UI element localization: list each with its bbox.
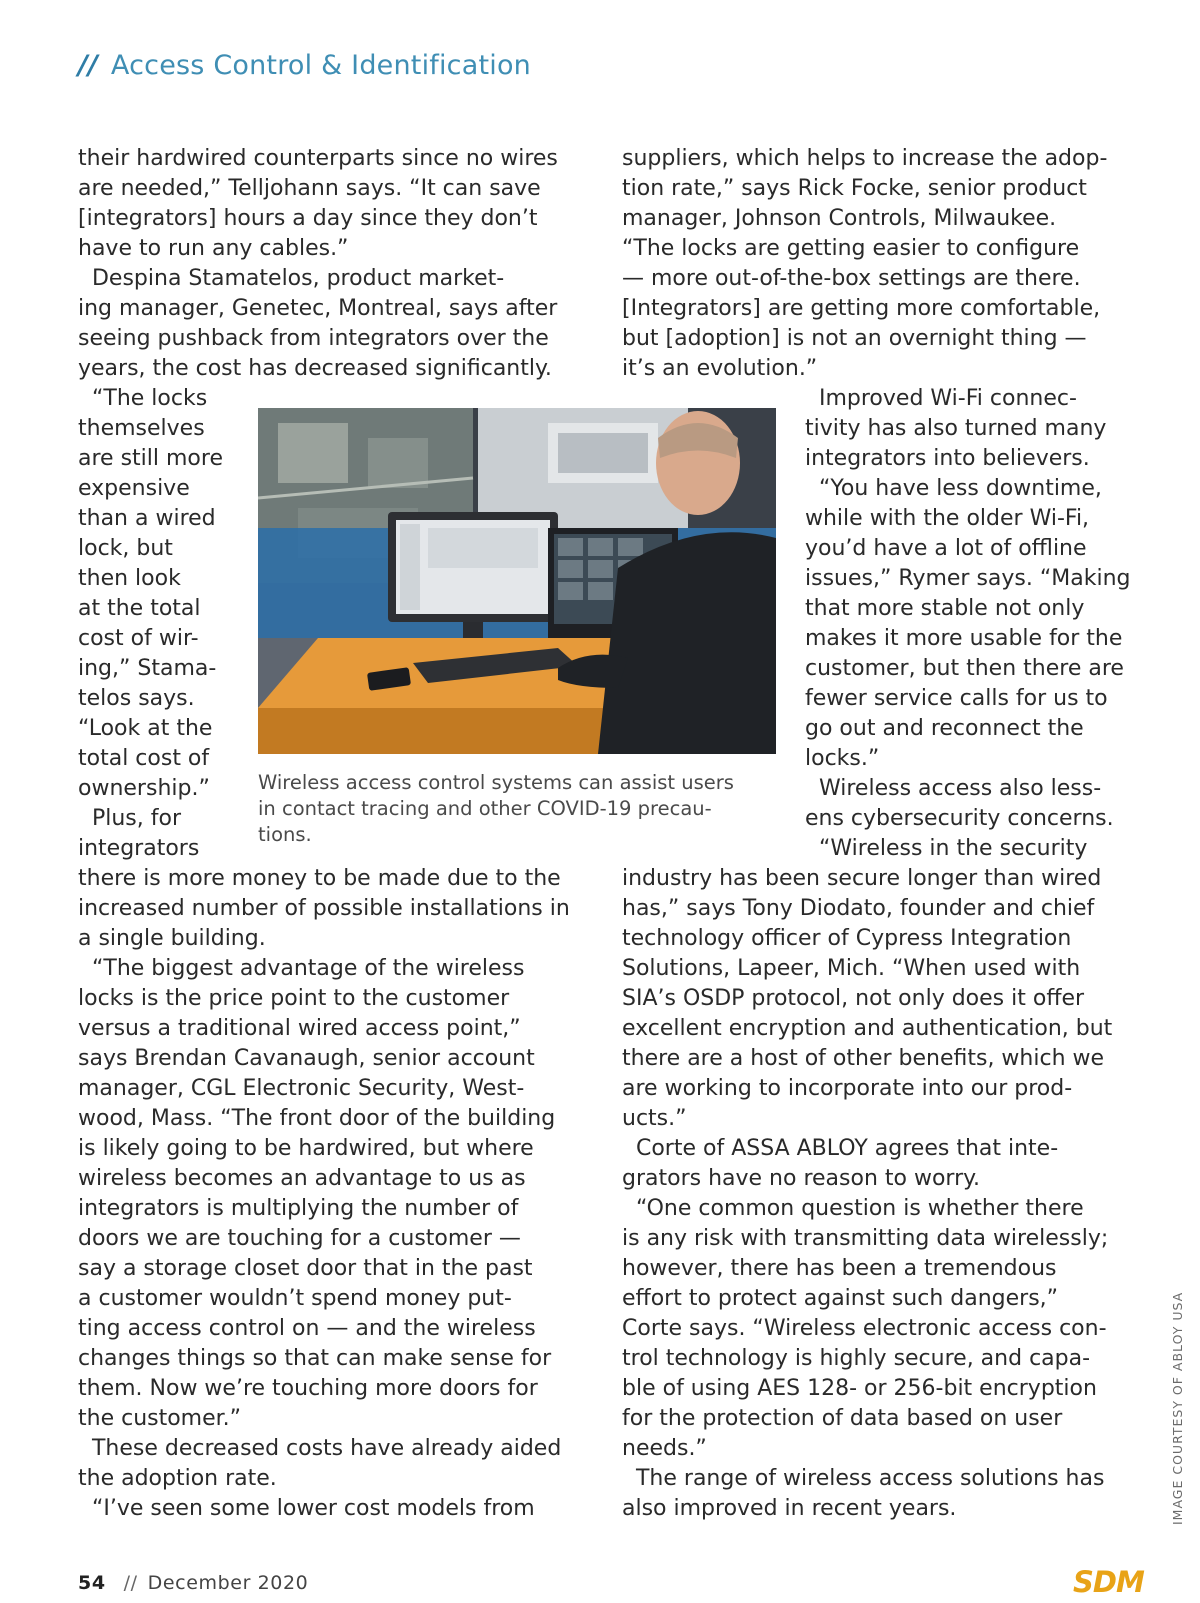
text-line: needs.” (622, 1436, 707, 1461)
text-line: is likely going to be hardwired, but where (78, 1136, 534, 1161)
text-line: you’d have a lot of offline (805, 536, 1087, 561)
caption-line: Wireless access control systems can assist users (258, 771, 734, 794)
text-line: fewer service calls for us to (805, 686, 1108, 711)
section-header (78, 50, 531, 81)
header-slashes: // (78, 50, 99, 81)
text-line: ens cybersecurity concerns. (805, 806, 1114, 831)
text-line: customer, but then there are (805, 656, 1124, 681)
text-line: [Integrators] are getting more comfortable, (622, 296, 1101, 321)
text-line: changes things so that can make sense for (78, 1346, 552, 1371)
text-line: makes it more usable for the (805, 626, 1123, 651)
text-line: ucts.” (622, 1106, 687, 1131)
text-line: “The locks (78, 386, 208, 411)
photo-caption (258, 770, 734, 848)
text-line: excellent encryption and authentication, but (622, 1016, 1113, 1041)
text-line: tivity has also turned many (805, 416, 1107, 441)
text-line: locks.” (805, 746, 880, 771)
text-line: “The locks are getting easier to configure (622, 236, 1080, 261)
text-line: while with the older Wi-Fi, (805, 506, 1090, 531)
footer-separator: // (123, 1572, 138, 1594)
text-line: are still more (78, 446, 223, 471)
text-line: Solutions, Lapeer, Mich. “When used with (622, 956, 1081, 981)
text-line: The range of wireless access solutions has (622, 1466, 1105, 1491)
text-line: ownership.” (78, 776, 210, 801)
text-line: have to run any cables.” (78, 236, 349, 261)
text-line: ble of using AES 128- or 256-bit encryption (622, 1376, 1097, 1401)
page-footer (78, 1572, 308, 1594)
text-line: there are a host of other benefits, which we (622, 1046, 1105, 1071)
text-line: effort to protect against such dangers,” (622, 1286, 1059, 1311)
text-line: SIA’s OSDP protocol, not only does it offer (622, 986, 1085, 1011)
text-line: “I’ve seen some lower cost models from (78, 1496, 535, 1521)
body-text-right-top (622, 144, 1107, 384)
text-line: “You have less downtime, (805, 476, 1102, 501)
text-line: their hardwired counterparts since no wires (78, 146, 558, 171)
text-line: Improved Wi-Fi connec- (805, 386, 1077, 411)
section-title: Access Control & Identification (110, 50, 531, 81)
text-line: a single building. (78, 926, 266, 951)
text-line: it’s an evolution.” (622, 356, 818, 381)
text-line: Plus, for (78, 806, 182, 831)
text-line: ting access control on — and the wireless (78, 1316, 536, 1341)
text-line: issues,” Rymer says. “Making (805, 566, 1131, 591)
text-line: but [adoption] is not an overnight thing — (622, 326, 1087, 351)
text-line: — more out-of-the-box settings are there. (622, 266, 1081, 291)
image-credit: IMAGE COURTESY OF ABLOY USA (1170, 1291, 1185, 1525)
caption-line: tions. (258, 823, 312, 846)
text-line: ing manager, Genetec, Montreal, says after (78, 296, 558, 321)
text-line: seeing pushback from integrators over the (78, 326, 549, 351)
text-line: versus a traditional wired access point,” (78, 1016, 521, 1041)
text-line: Corte says. “Wireless electronic access con- (622, 1316, 1107, 1341)
text-line: then look (78, 566, 181, 591)
text-line: are working to incorporate into our prod- (622, 1076, 1073, 1101)
text-line: manager, Johnson Controls, Milwaukee. (622, 206, 1057, 231)
text-line: “Wireless in the security (805, 836, 1088, 861)
text-line: tion rate,” says Rick Focke, senior product (622, 176, 1087, 201)
text-line: integrators (78, 836, 200, 861)
text-line: for the protection of data based on user (622, 1406, 1063, 1431)
text-line: integrators into believers. (805, 446, 1090, 471)
workstation-illustration (258, 408, 776, 754)
text-line: industry has been secure longer than wired (622, 866, 1102, 891)
text-line: telos says. (78, 686, 195, 711)
text-line: cost of wir- (78, 626, 199, 651)
text-line: lock, but (78, 536, 173, 561)
text-line: the customer.” (78, 1406, 242, 1431)
body-text-left-bottom (78, 864, 570, 1524)
text-line: increased number of possible installations in (78, 896, 570, 921)
caption-line: in contact tracing and other COVID-19 precau- (258, 797, 712, 820)
text-line: Wireless access also less- (805, 776, 1102, 801)
text-line: These decreased costs have already aided (78, 1436, 562, 1461)
text-line: integrators is multiplying the number of (78, 1196, 519, 1221)
text-line: at the total (78, 596, 201, 621)
text-line: than a wired (78, 506, 216, 531)
text-line: ing,” Stama- (78, 656, 217, 681)
text-line: there is more money to be made due to the (78, 866, 561, 891)
text-line: wireless becomes an advantage to us as (78, 1166, 526, 1191)
body-text-right-bottom (622, 864, 1112, 1524)
text-line: expensive (78, 476, 190, 501)
text-line: manager, CGL Electronic Security, West- (78, 1076, 525, 1101)
text-line: is any risk with transmitting data wirelessly; (622, 1226, 1109, 1251)
text-line: years, the cost has decreased significantly. (78, 356, 552, 381)
text-line: a customer wouldn’t spend money put- (78, 1286, 512, 1311)
text-line: locks is the price point to the customer (78, 986, 510, 1011)
text-line: doors we are touching for a customer — (78, 1226, 521, 1251)
text-line: trol technology is highly secure, and capa- (622, 1346, 1091, 1371)
issue-date: December 2020 (147, 1572, 309, 1594)
text-line: “The biggest advantage of the wireless (78, 956, 525, 981)
page-number: 54 (78, 1572, 106, 1594)
text-line: go out and reconnect the (805, 716, 1084, 741)
text-line: Despina Stamatelos, product market- (78, 266, 505, 291)
text-line: say a storage closet door that in the past (78, 1256, 533, 1281)
text-line: that more stable not only (805, 596, 1085, 621)
text-line: the adoption rate. (78, 1466, 277, 1491)
body-text-left-narrow (78, 384, 223, 864)
body-text-left-top (78, 144, 558, 384)
text-line: “Look at the (78, 716, 213, 741)
text-line: says Brendan Cavanaugh, senior account (78, 1046, 535, 1071)
article-photo (258, 408, 776, 754)
text-line: themselves (78, 416, 205, 441)
text-line: grators have no reason to worry. (622, 1166, 980, 1191)
text-line: suppliers, which helps to increase the adop- (622, 146, 1108, 171)
text-line: them. Now we’re touching more doors for (78, 1376, 538, 1401)
text-line: wood, Mass. “The front door of the building (78, 1106, 556, 1131)
text-line: also improved in recent years. (622, 1496, 957, 1521)
text-line: however, there has been a tremendous (622, 1256, 1057, 1281)
text-line: total cost of (78, 746, 210, 771)
sdm-logo: SDM (1073, 1565, 1144, 1599)
text-line: “One common question is whether there (622, 1196, 1084, 1221)
body-text-right-narrow (805, 384, 1131, 864)
text-line: are needed,” Telljohann says. “It can save (78, 176, 541, 201)
text-line: has,” says Tony Diodato, founder and chief (622, 896, 1095, 921)
text-line: Corte of ASSA ABLOY agrees that inte- (622, 1136, 1059, 1161)
text-line: [integrators] hours a day since they don’t (78, 206, 538, 231)
text-line: technology officer of Cypress Integration (622, 926, 1072, 951)
